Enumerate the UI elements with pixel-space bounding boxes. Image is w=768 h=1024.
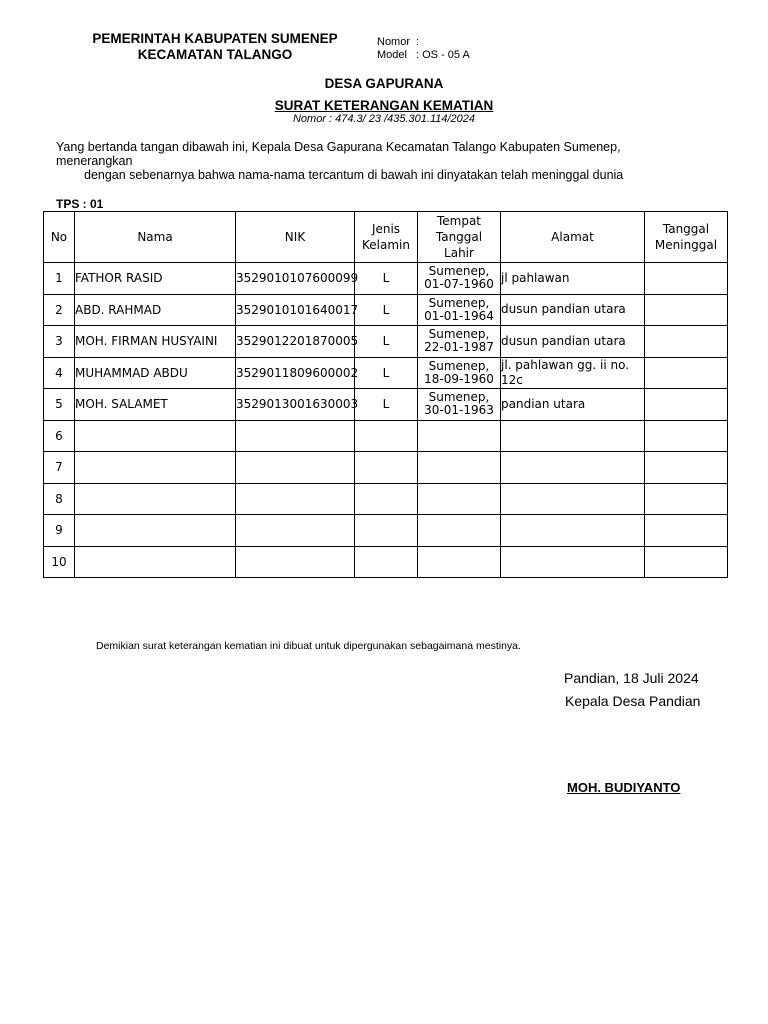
cell-no: 8	[44, 483, 75, 515]
nomor-field	[377, 36, 419, 48]
cell-tanggal-lahir: 18-09-1960	[424, 371, 494, 386]
header-ttl-text: Tempat Tanggal Lahir	[435, 214, 483, 260]
cell-alamat: dusun pandian utara	[501, 326, 645, 358]
cell-alamat: dusun pandian utara	[501, 294, 645, 326]
place-date: Pandian, 18 Juli 2024	[564, 670, 699, 686]
death-record-table	[43, 211, 728, 578]
cell-nama	[75, 452, 236, 484]
cell-alamat	[501, 420, 645, 452]
cell-tempat-lahir: Sumenep,	[428, 264, 490, 279]
cell-tempat-lahir: Sumenep,	[428, 358, 490, 373]
cell-alamat	[501, 483, 645, 515]
table-header-row	[44, 212, 728, 263]
cell-tanggal-meninggal	[645, 389, 728, 421]
cell-tanggal-meninggal	[645, 515, 728, 547]
cell-ttl	[418, 326, 501, 358]
cell-tanggal-lahir: 01-07-1960	[424, 277, 494, 292]
cell-ttl	[418, 546, 501, 578]
cell-ttl	[418, 389, 501, 421]
cell-jenis-kelamin: L	[355, 263, 418, 295]
nomor-value: :	[416, 36, 420, 48]
cell-nik: 3529010101640017	[236, 294, 355, 326]
cell-nama	[75, 546, 236, 578]
cell-nama	[75, 483, 236, 515]
table-row	[44, 483, 728, 515]
cell-no: 5	[44, 389, 75, 421]
header-ttl	[418, 212, 501, 263]
header-alamat: Alamat	[501, 212, 645, 263]
cell-alamat: jl pahlawan	[501, 263, 645, 295]
cell-ttl	[418, 357, 501, 389]
header-nama: Nama	[75, 212, 236, 263]
cell-nik	[236, 546, 355, 578]
cell-nama: ABD. RAHMAD	[75, 294, 236, 326]
cell-nama: MOH. FIRMAN HUSYAINI	[75, 326, 236, 358]
cell-ttl	[418, 294, 501, 326]
table-row	[44, 263, 728, 295]
cell-nama	[75, 515, 236, 547]
table-row	[44, 357, 728, 389]
cell-ttl	[418, 483, 501, 515]
letterhead	[60, 31, 370, 63]
cell-nama	[75, 420, 236, 452]
table-row	[44, 389, 728, 421]
header-no: No	[44, 212, 75, 263]
cell-ttl	[418, 420, 501, 452]
cell-jenis-kelamin	[355, 452, 418, 484]
letter-number: Nomor : 474.3/ 23 /435.301.114/2024	[292, 113, 476, 125]
cell-tanggal-meninggal	[645, 420, 728, 452]
intro-paragraph	[56, 140, 696, 182]
cell-tanggal-lahir: 30-01-1963	[424, 403, 494, 418]
cell-nik: 3529011809600002	[236, 357, 355, 389]
intro-line-2: dengan sebenarnya bahwa nama-nama tercantum di bawah ini dinyatakan telah meninggal dunia	[84, 168, 624, 182]
signatory-name: MOH. BUDIYANTO	[567, 780, 681, 795]
village-name: DESA GAPURANA	[324, 76, 444, 91]
cell-no: 10	[44, 546, 75, 578]
model-label: Model	[377, 49, 407, 61]
cell-nik	[236, 452, 355, 484]
cell-no: 1	[44, 263, 75, 295]
cell-jenis-kelamin: L	[355, 389, 418, 421]
table-row	[44, 294, 728, 326]
cell-jenis-kelamin: L	[355, 326, 418, 358]
cell-ttl	[418, 452, 501, 484]
letterhead-government: PEMERINTAH KABUPATEN SUMENEP	[92, 31, 338, 46]
header-nik: NIK	[236, 212, 355, 263]
cell-tanggal-meninggal	[645, 546, 728, 578]
table-row	[44, 546, 728, 578]
cell-tanggal-meninggal	[645, 357, 728, 389]
cell-ttl	[418, 515, 501, 547]
cell-jenis-kelamin	[355, 483, 418, 515]
table-row	[44, 515, 728, 547]
header-tanggal-meninggal-text: Tanggal Meninggal	[654, 222, 718, 252]
header-jenis-kelamin-text: Jenis Kelamin	[362, 222, 410, 252]
letterhead-district: KECAMATAN TALANGO	[137, 47, 293, 62]
cell-tanggal-meninggal	[645, 452, 728, 484]
cell-nik: 3529012201870005	[236, 326, 355, 358]
cell-no: 4	[44, 357, 75, 389]
cell-ttl	[418, 263, 501, 295]
nomor-label: Nomor	[377, 36, 411, 48]
cell-alamat: pandian utara	[501, 389, 645, 421]
header-jenis-kelamin	[355, 212, 418, 263]
intro-line-1: Yang bertanda tangan dibawah ini, Kepala Desa Gapurana Kecamatan Talango Kabupaten Sumenep, menerangkan	[56, 140, 621, 168]
table-row	[44, 420, 728, 452]
cell-jenis-kelamin	[355, 420, 418, 452]
model-field	[377, 49, 470, 61]
cell-no: 9	[44, 515, 75, 547]
cell-tanggal-meninggal	[645, 483, 728, 515]
table-row	[44, 452, 728, 484]
cell-nik	[236, 515, 355, 547]
cell-tanggal-meninggal	[645, 294, 728, 326]
cell-alamat	[501, 546, 645, 578]
cell-nik: 3529010107600099	[236, 263, 355, 295]
cell-tanggal-meninggal	[645, 326, 728, 358]
cell-alamat: jl. pahlawan gg. ii no. 12c	[501, 357, 645, 389]
cell-nik: 3529013001630003	[236, 389, 355, 421]
cell-jenis-kelamin	[355, 546, 418, 578]
cell-tempat-lahir: Sumenep,	[428, 327, 490, 342]
cell-nik	[236, 483, 355, 515]
cell-nama: FATHOR RASID	[75, 263, 236, 295]
cell-jenis-kelamin: L	[355, 357, 418, 389]
closing-statement: Demikian surat keterangan kematian ini dibuat untuk dipergunakan sebagaimana mestinya.	[96, 640, 521, 652]
cell-no: 3	[44, 326, 75, 358]
cell-jenis-kelamin	[355, 515, 418, 547]
tps-label: TPS : 01	[56, 197, 104, 211]
cell-no: 6	[44, 420, 75, 452]
model-value: : OS - 05 A	[416, 49, 470, 61]
cell-no: 2	[44, 294, 75, 326]
document-title: SURAT KETERANGAN KEMATIAN	[274, 98, 494, 113]
cell-tempat-lahir: Sumenep,	[428, 390, 490, 405]
cell-tanggal-meninggal	[645, 263, 728, 295]
cell-alamat	[501, 515, 645, 547]
cell-jenis-kelamin: L	[355, 294, 418, 326]
cell-tanggal-lahir: 22-01-1987	[424, 340, 494, 355]
cell-alamat	[501, 452, 645, 484]
table-row	[44, 326, 728, 358]
cell-nik	[236, 420, 355, 452]
cell-no: 7	[44, 452, 75, 484]
header-tanggal-meninggal	[645, 212, 728, 263]
cell-tanggal-lahir: 01-01-1964	[424, 308, 494, 323]
cell-nama: MOH. SALAMET	[75, 389, 236, 421]
cell-nama: MUHAMMAD ABDU	[75, 357, 236, 389]
signatory-title: Kepala Desa Pandian	[565, 693, 701, 709]
cell-tempat-lahir: Sumenep,	[428, 295, 490, 310]
